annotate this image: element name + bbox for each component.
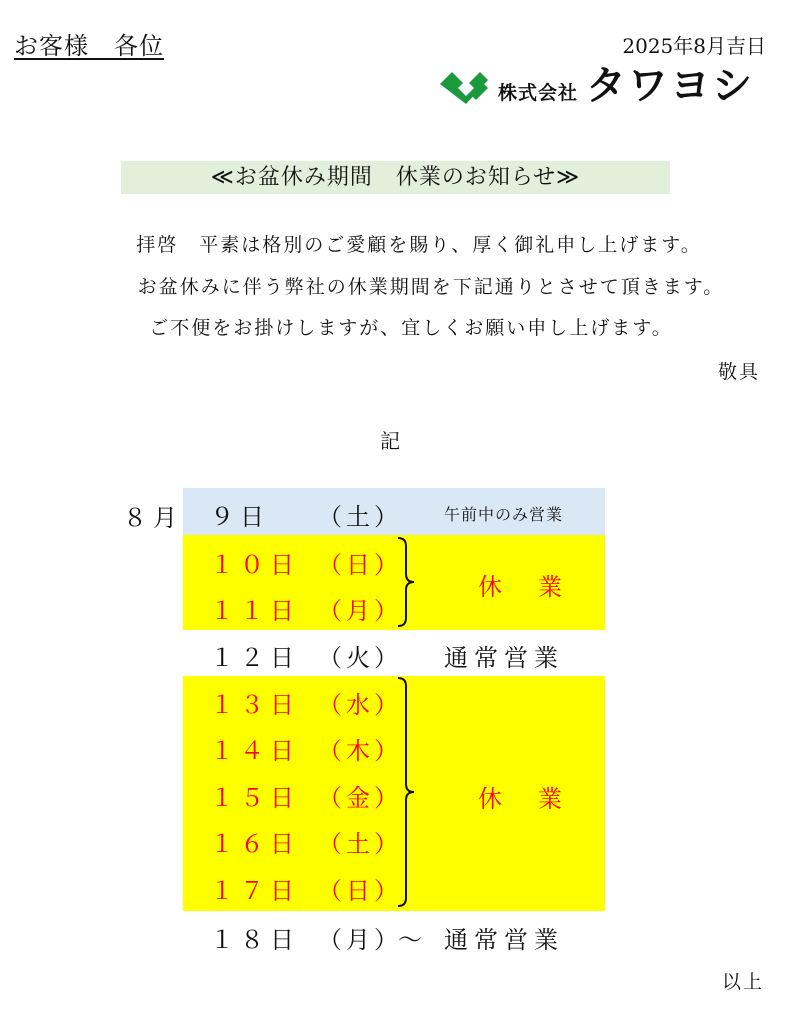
schedule-day: １２日 <box>210 644 300 672</box>
schedule-day: １０日 <box>210 551 300 579</box>
closed-label-1: 休 業 <box>478 573 568 601</box>
schedule-weekday: （火） <box>318 644 402 672</box>
schedule-status: 通常営業 <box>444 926 564 954</box>
body-line-1: 拝啓 平素は格別のご愛顧を賜り、厚く御礼申し上げます。 <box>136 234 702 256</box>
body-line-3: ご不便をお掛けしますが、宜しくお願い申し上げます。 <box>149 317 673 339</box>
schedule-weekday: （月） <box>318 597 402 625</box>
ki-marker: 記 <box>380 429 400 453</box>
schedule-day: １３日 <box>210 691 300 719</box>
company-logo <box>436 64 770 112</box>
schedule-weekday: （金） <box>318 784 402 812</box>
body-line-2: お盆休みに伴う弊社の休業期間を下記通りとさせて頂きます。 <box>137 276 725 298</box>
schedule-weekday: （水） <box>318 691 402 719</box>
company-prefix: 株式会社 <box>498 82 579 104</box>
schedule-day: １４日 <box>210 737 300 765</box>
range-tilde: ～ <box>398 926 422 954</box>
addressee: お客様 各位 <box>14 32 164 60</box>
brace-icon <box>396 536 420 628</box>
month-label: ８月 <box>123 504 183 532</box>
brace-icon <box>396 676 420 908</box>
schedule-weekday: （土） <box>318 503 402 531</box>
schedule-day: １８日 <box>210 926 300 954</box>
schedule-weekday: （木） <box>318 737 402 765</box>
schedule-weekday: （土） <box>318 830 402 858</box>
company-name: タワヨシ <box>586 63 754 109</box>
schedule-day: １６日 <box>210 830 300 858</box>
schedule-day: ９日 <box>210 503 270 531</box>
schedule-day: １５日 <box>210 784 300 812</box>
notice-title: ≪お盆休み期間 休業のお知らせ≫ <box>121 161 670 194</box>
closed-label-2: 休 業 <box>478 785 568 813</box>
schedule-day: １７日 <box>210 877 300 905</box>
schedule-weekday: （月） <box>318 926 402 954</box>
schedule-status: 通常営業 <box>444 644 564 672</box>
issue-date: 2025年8月吉日 <box>622 34 766 58</box>
schedule-weekday: （日） <box>318 877 402 905</box>
schedule-status: 午前中のみ営業 <box>444 505 564 524</box>
company-mark-icon <box>436 64 492 110</box>
end-marker: 以上 <box>722 971 765 993</box>
closing-word: 敬具 <box>718 361 761 383</box>
schedule-day: １１日 <box>210 597 300 625</box>
schedule-weekday: （日） <box>318 551 402 579</box>
